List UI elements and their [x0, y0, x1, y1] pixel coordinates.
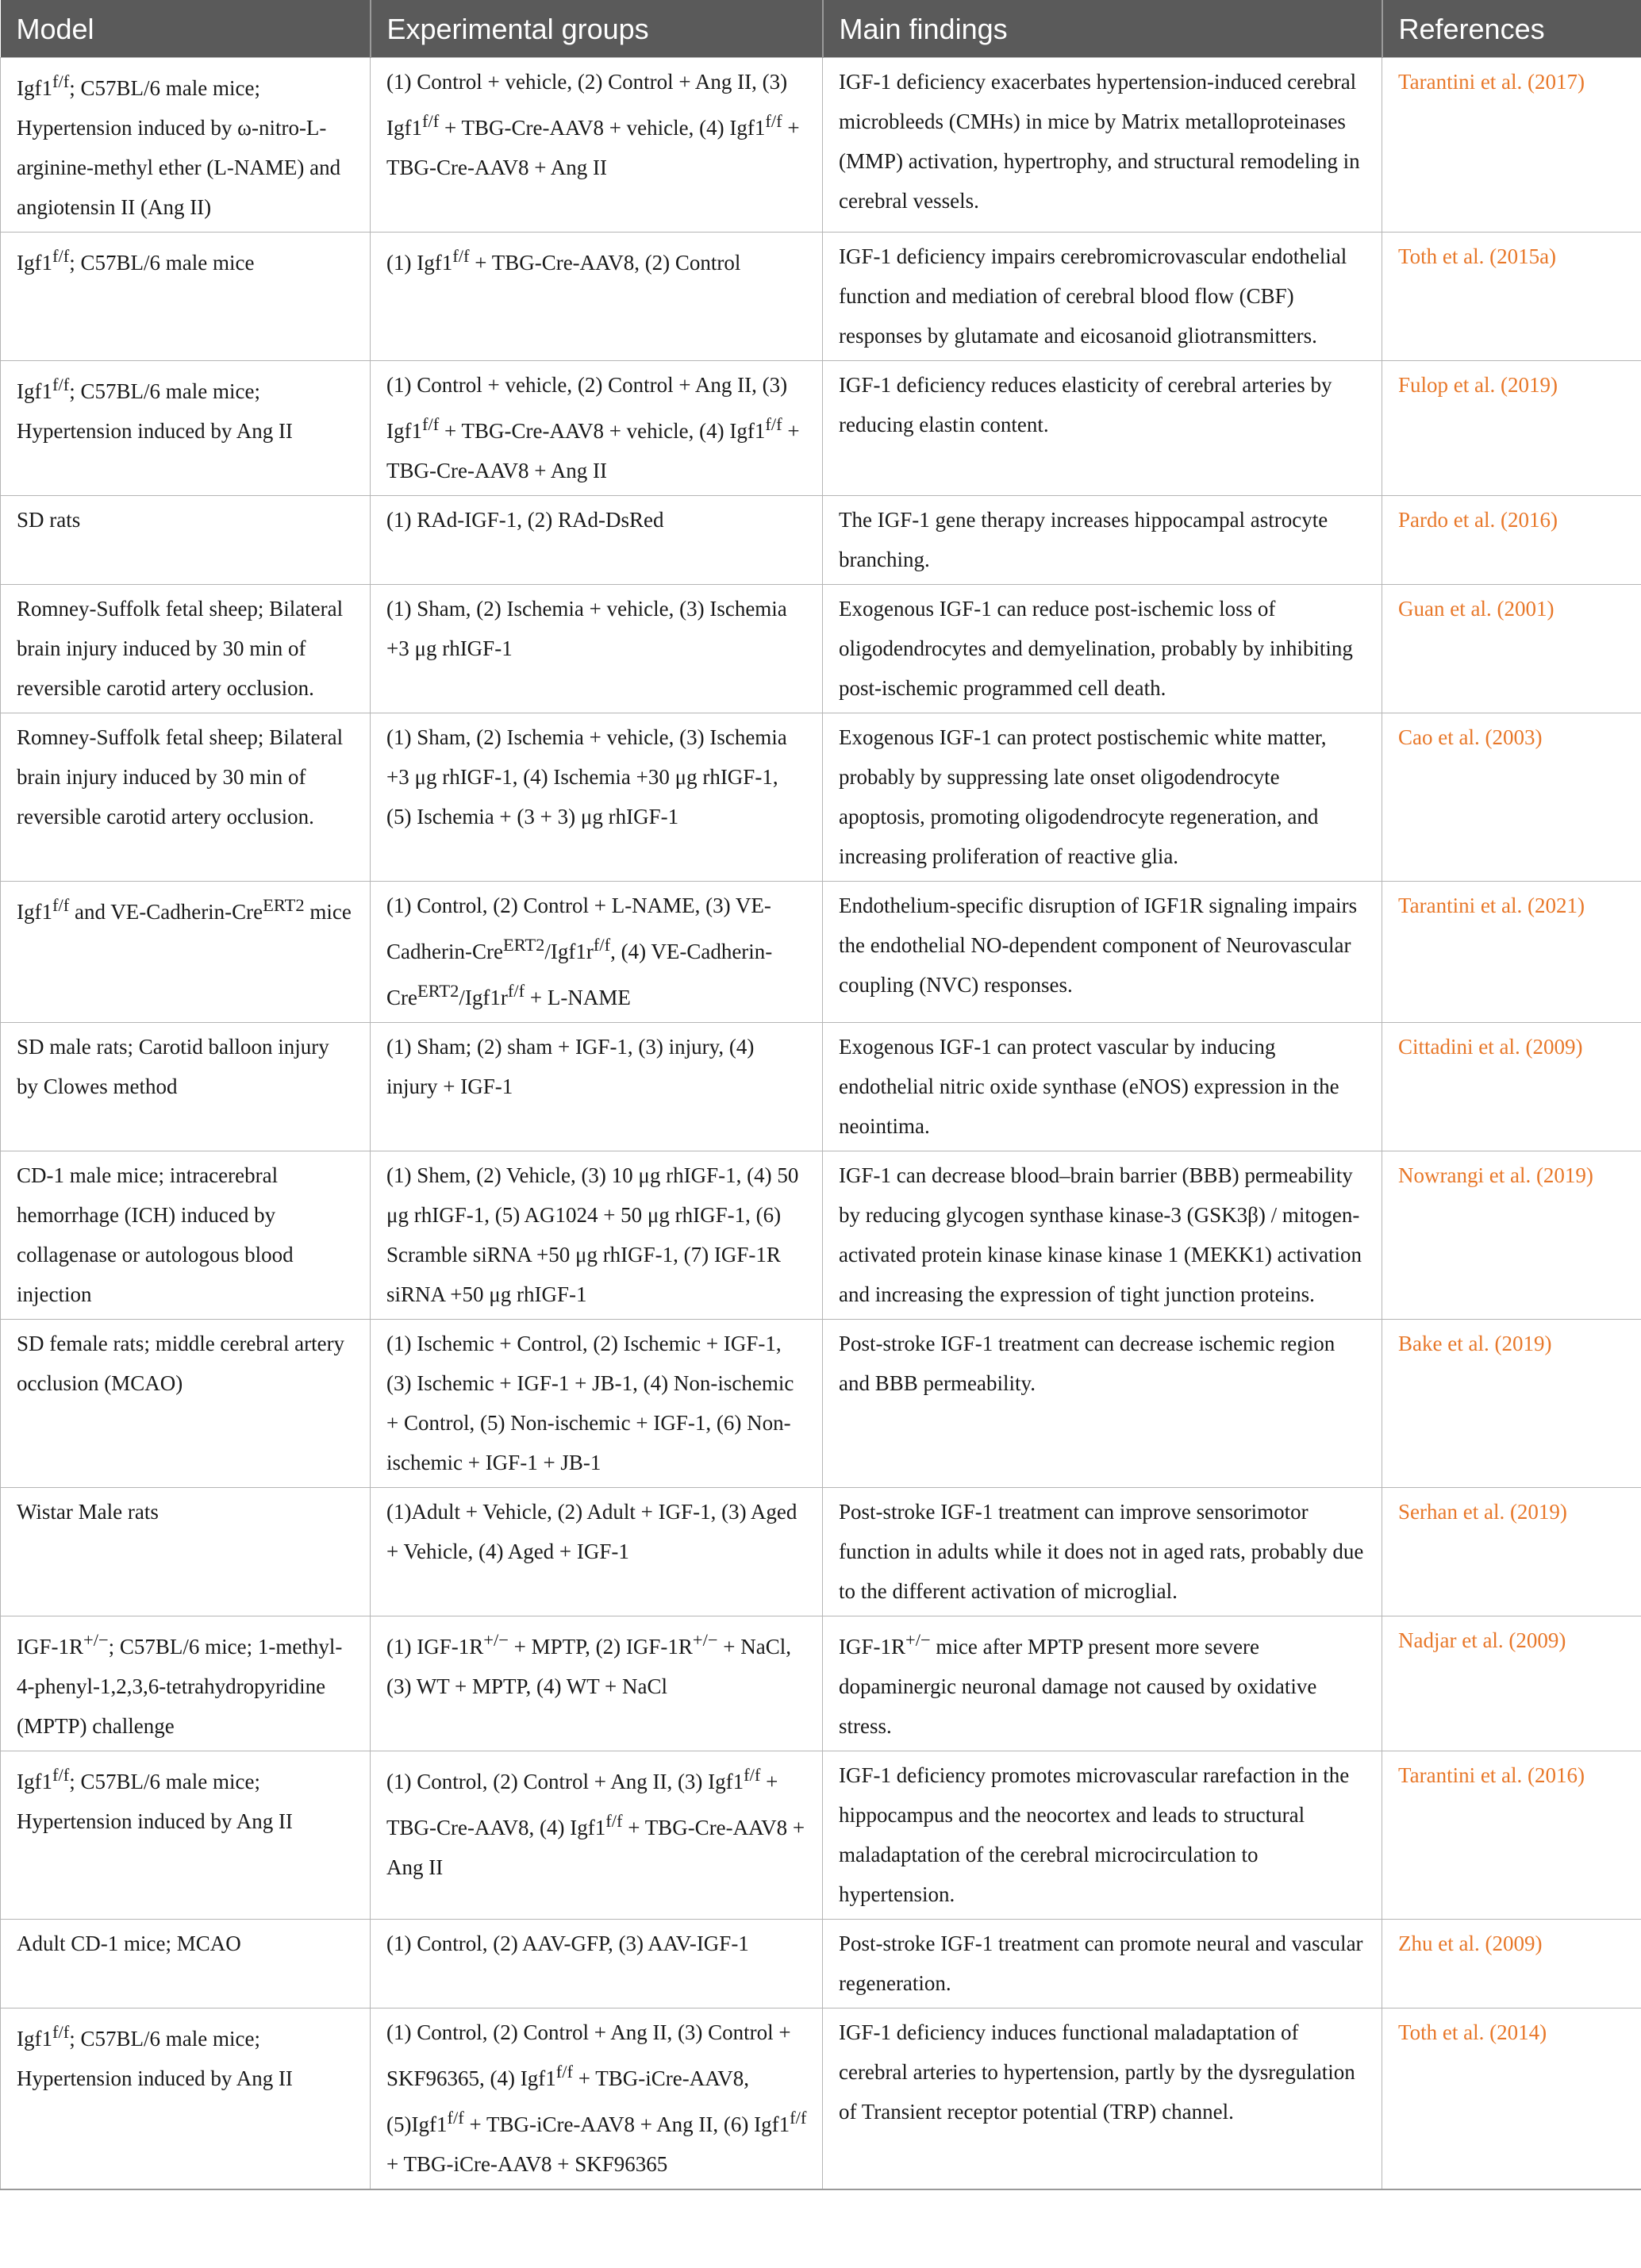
cell-experimental-groups: (1) Shem, (2) Vehicle, (3) 10 μg rhIGF-1, (4) 50 μg rhIGF-1, (5) AG1024 + 50 μg rhIGF-1, (6) Scramble siRNA +50 μg rhIGF-1, (7) IGF-1R siRNA +50 μg rhIGF-1 [371, 1151, 823, 1319]
cell-experimental-groups: (1) Sham; (2) sham + IGF-1, (3) injury, (4) injury + IGF-1 [371, 1022, 823, 1151]
cell-reference-link[interactable]: Toth et al. (2014) [1382, 2008, 1641, 2189]
table-row [1, 2008, 1641, 2189]
cell-model: Adult CD-1 mice; MCAO [1, 1919, 371, 2008]
cell-model: Wistar Male rats [1, 1487, 371, 1616]
table-row [1, 584, 1641, 713]
cell-model: Romney-Suffolk fetal sheep; Bilateral brain injury induced by 30 min of reversible carotid artery occlusion. [1, 584, 371, 713]
cell-main-findings: IGF-1 deficiency impairs cerebromicrovascular endothelial function and mediation of cerebral blood flow (CBF) responses by glutamate and eicosanoid gliotransmitters. [823, 232, 1382, 360]
table-row [1, 232, 1641, 360]
table-row [1, 1751, 1641, 1919]
cell-reference-link[interactable]: Tarantini et al. (2021) [1382, 881, 1641, 1022]
cell-experimental-groups: (1) Control, (2) Control + Ang II, (3) Control + SKF96365, (4) $Igf1^{f/f}$ + TBG-iCre-AAV8, $(5)Igf1^{f/f}$ + TBG-iCre-AAV8 + Ang II, (6) $Igf1^{f/f}$ + TBG-iCre-AAV8 + SKF96365 [371, 2008, 823, 2189]
cell-model: CD-1 male mice; intracerebral hemorrhage (ICH) induced by collagenase or autologous blood injection [1, 1151, 371, 1319]
table-row [1, 1151, 1641, 1319]
header-row [1, 0, 1641, 57]
cell-model: $Igf1^{f/f}$; C57BL/6 male mice; Hypertension induced by Ang II [1, 1751, 371, 1919]
cell-reference-link[interactable]: Cao et al. (2003) [1382, 713, 1641, 881]
cell-experimental-groups: (1) Sham, (2) Ischemia + vehicle, (3) Ischemia +3 μg rhIGF-1, (4) Ischemia +30 μg rhIGF-1, (5) Ischemia + (3 + 3) μg rhIGF-1 [371, 713, 823, 881]
cell-experimental-groups: (1) Control + vehicle, (2) Control + Ang II, (3) $Igf1^{f/f} + TBG-Cre-AAV8$ + vehicle, (4) $Igf1^{f/f} + TBG-Cre-AAV8$ + Ang II [371, 360, 823, 495]
cell-reference-link[interactable]: Serhan et al. (2019) [1382, 1487, 1641, 1616]
cell-model: Romney-Suffolk fetal sheep; Bilateral brain injury induced by 30 min of reversible carotid artery occlusion. [1, 713, 371, 881]
cell-experimental-groups: (1) $Igf1^{f/f} + TBG-Cre-AAV8$, (2) Control [371, 232, 823, 360]
cell-main-findings: The IGF-1 gene therapy increases hippocampal astrocyte branching. [823, 495, 1382, 584]
cell-main-findings: IGF-1 deficiency exacerbates hypertension-induced cerebral microbleeds (CMHs) in mice by Matrix metalloproteinases (MMP) activation, hypertrophy, and structural remodeling in cerebral vessels. [823, 57, 1382, 232]
table-row [1, 1487, 1641, 1616]
cell-experimental-groups: (1) Sham, (2) Ischemia + vehicle, (3) Ischemia +3 μg rhIGF-1 [371, 584, 823, 713]
table-row [1, 1919, 1641, 2008]
cell-model: IGF-1R+/−; C57BL/6 mice; 1-methyl-4-phenyl-1,2,3,6-tetrahydropyridine (MPTP) challenge [1, 1616, 371, 1751]
cell-main-findings: Post-stroke IGF-1 treatment can decrease ischemic region and BBB permeability. [823, 1319, 1382, 1487]
cell-main-findings: Exogenous IGF-1 can reduce post-ischemic loss of oligodendrocytes and demyelination, probably by inhibiting post-ischemic programmed cell death. [823, 584, 1382, 713]
cell-main-findings: IGF-1 deficiency induces functional maladaptation of cerebral arteries to hypertension, partly by the dysregulation of Transient receptor potential (TRP) channel. [823, 2008, 1382, 2189]
cell-model: $Igf1^{f/f}$; C57BL/6 male mice; Hypertension induced by ω-nitro-L-arginine-methyl ether (L-NAME) and angiotensin II (Ang II) [1, 57, 371, 232]
cell-main-findings: Exogenous IGF-1 can protect postischemic white matter, probably by suppressing late onset oligodendrocyte apoptosis, promoting oligodendrocyte regeneration, and increasing proliferation of reactive glia. [823, 713, 1382, 881]
header-main-findings: Main findings [823, 0, 1382, 57]
table-row [1, 1022, 1641, 1151]
cell-reference-link[interactable]: Cittadini et al. (2009) [1382, 1022, 1641, 1151]
cell-model: $Igf1^{f/f}$; C57BL/6 male mice; Hypertension induced by Ang II [1, 2008, 371, 2189]
cell-reference-link[interactable]: Nadjar et al. (2009) [1382, 1616, 1641, 1751]
header-model: Model [1, 0, 371, 57]
cell-reference-link[interactable]: Guan et al. (2001) [1382, 584, 1641, 713]
cell-experimental-groups: (1) Control + vehicle, (2) Control + Ang II, (3) $Igf1^{f/f} + TBG-Cre-AAV8$ + vehicle, (4) $Igf1^{f/f} + TBG-Cre-AAV8$ + Ang II [371, 57, 823, 232]
cell-main-findings: Post-stroke IGF-1 treatment can improve sensorimotor function in adults while it does not in aged rats, probably due to the different activation of microglial. [823, 1487, 1382, 1616]
cell-model: $Igf1^{f/f}$ and VE-Cadherin-Cre$^{ERT2}$ mice [1, 881, 371, 1022]
header-experimental-groups: Experimental groups [371, 0, 823, 57]
table-row [1, 1616, 1641, 1751]
cell-experimental-groups: (1) IGF-1R+/− + MPTP, (2) IGF-1R+/− + NaCl, (3) WT + MPTP, (4) WT + NaCl [371, 1616, 823, 1751]
cell-model: SD male rats; Carotid balloon injury by Clowes method [1, 1022, 371, 1151]
cell-main-findings: IGF-1R+/− mice after MPTP present more severe dopaminergic neuronal damage not caused by oxidative stress. [823, 1616, 1382, 1751]
cell-experimental-groups: (1) Control, (2) Control + Ang II, (3) $Igf1^{f/f} + TBG-Cre-AAV8$, (4) $Igf1^{f/f} + TBG-Cre-AAV8$ + Ang II [371, 1751, 823, 1919]
table-row [1, 495, 1641, 584]
cell-main-findings: Post-stroke IGF-1 treatment can promote neural and vascular regeneration. [823, 1919, 1382, 2008]
cell-reference-link[interactable]: Toth et al. (2015a) [1382, 232, 1641, 360]
table-row [1, 57, 1641, 232]
table-header [1, 0, 1641, 57]
cell-experimental-groups: (1) Control, (2) AAV-GFP, (3) AAV-IGF-1 [371, 1919, 823, 2008]
cell-reference-link[interactable]: Pardo et al. (2016) [1382, 495, 1641, 584]
table-row [1, 1319, 1641, 1487]
cell-experimental-groups: (1) RAd-IGF-1, (2) RAd-DsRed [371, 495, 823, 584]
cell-main-findings: Exogenous IGF-1 can protect vascular by inducing endothelial nitric oxide synthase (eNOS) expression in the neointima. [823, 1022, 1382, 1151]
table-row [1, 713, 1641, 881]
cell-reference-link[interactable]: Tarantini et al. (2017) [1382, 57, 1641, 232]
cell-main-findings: Endothelium-specific disruption of IGF1R signaling impairs the endothelial NO-dependent component of Neurovascular coupling (NVC) responses. [823, 881, 1382, 1022]
table-body [1, 57, 1641, 2189]
cell-model: SD female rats; middle cerebral artery occlusion (MCAO) [1, 1319, 371, 1487]
cell-main-findings: IGF-1 deficiency reduces elasticity of cerebral arteries by reducing elastin content. [823, 360, 1382, 495]
cell-experimental-groups: (1)Adult + Vehicle, (2) Adult + IGF-1, (3) Aged + Vehicle, (4) Aged + IGF-1 [371, 1487, 823, 1616]
header-references: References [1382, 0, 1641, 57]
cell-experimental-groups: (1) Control, (2) Control + L-NAME, (3) $VE-Cadherin-Cre^{ERT2}/Igf1r^{f/f}$, (4) $VE-Cadherin-Cre^{ERT2}/Igf1r^{f/f}$ + L-NAME [371, 881, 823, 1022]
table-row [1, 360, 1641, 495]
cell-main-findings: IGF-1 can decrease blood–brain barrier (BBB) permeability by reducing glycogen synthase kinase-3 (GSK3β) / mitogen-activated protein kinase kinase kinase 1 (MEKK1) activation and increasing the expression of tight junction proteins. [823, 1151, 1382, 1319]
cell-model: $Igf1^{f/f}$; C57BL/6 male mice [1, 232, 371, 360]
cell-model: $Igf1^{f/f}$; C57BL/6 male mice; Hypertension induced by Ang II [1, 360, 371, 495]
cell-reference-link[interactable]: Fulop et al. (2019) [1382, 360, 1641, 495]
cell-reference-link[interactable]: Nowrangi et al. (2019) [1382, 1151, 1641, 1319]
cell-experimental-groups: (1) Ischemic + Control, (2) Ischemic + IGF-1, (3) Ischemic + IGF-1 + JB-1, (4) Non-ischemic + Control, (5) Non-ischemic + IGF-1, (6) Non-ischemic + IGF-1 + JB-1 [371, 1319, 823, 1487]
cell-reference-link[interactable]: Zhu et al. (2009) [1382, 1919, 1641, 2008]
cell-reference-link[interactable]: Bake et al. (2019) [1382, 1319, 1641, 1487]
cell-main-findings: IGF-1 deficiency promotes microvascular rarefaction in the hippocampus and the neocortex and leads to structural maladaptation of the cerebral microcirculation to hypertension. [823, 1751, 1382, 1919]
cell-reference-link[interactable]: Tarantini et al. (2016) [1382, 1751, 1641, 1919]
table-row [1, 881, 1641, 1022]
cell-model: SD rats [1, 495, 371, 584]
